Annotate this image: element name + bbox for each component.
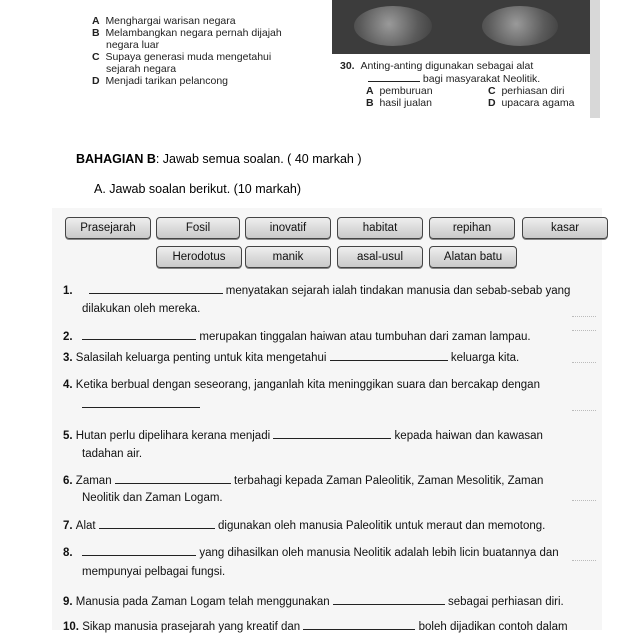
earring-photo: [332, 0, 590, 54]
section-subheading: A. Jawab soalan berikut. (10 markah): [94, 182, 302, 196]
answer-blank-2[interactable]: [82, 330, 196, 340]
option-d: D Menjadi tarikan pelancong: [92, 75, 229, 87]
answer-blank-6[interactable]: [115, 474, 231, 484]
question-8: 8. yang dihasilkan oleh manusia Neolitik adalah lebih licin buatannya dan: [63, 547, 559, 559]
question-9: 9. Manusia pada Zaman Logam telah menggunakan sebagai perhiasan diri.: [63, 596, 564, 608]
previous-options-block: [92, 15, 332, 87]
answer-blank-4[interactable]: [82, 407, 200, 408]
word-chip-inovatif: inovatif: [245, 217, 331, 239]
question-5: 5. Hutan perlu dipelihara kerana menjadi kepada haiwan dan kawasan: [63, 430, 543, 442]
option-b: B Melambangkan negara pernah dijajah: [92, 27, 282, 39]
word-chip-manik: manik: [245, 246, 331, 268]
option-c-cont: sejarah negara: [106, 63, 177, 75]
answer-blank-1[interactable]: [89, 284, 223, 294]
question-30: 30. Anting-anting digunakan sebagai alat bagi masyarakat Neolitik. A pemburuan C perhiasan diri B hasil jualan D upacara agama: [340, 60, 575, 109]
question-4: 4. Ketika berbual dengan seseorang, janganlah kita meninggikan suara dan bercakap dengan: [63, 379, 540, 391]
question-5-cont: tadahan air.: [82, 448, 143, 460]
answer-blank-9[interactable]: [333, 595, 445, 605]
question-2: 2. merupakan tinggalan haiwan atau tumbuhan dari zaman lampau.: [63, 331, 531, 343]
answer-blank-8[interactable]: [82, 546, 196, 556]
question-10: 10. Sikap manusia prasejarah yang kreatif dan boleh dijadikan contoh dalam: [63, 621, 568, 633]
word-chip-herodotus: Herodotus: [156, 246, 242, 268]
word-chip-alatan-batu: Alatan batu: [429, 246, 517, 268]
question-1-cont: dilakukan oleh mereka.: [82, 303, 201, 315]
option-c: C Supaya generasi muda mengetahui: [92, 51, 272, 63]
answer-blank-10[interactable]: [303, 620, 415, 630]
question-7: 7. Alat digunakan oleh manusia Paleolitik untuk meraut dan memotong.: [63, 520, 546, 532]
word-chip-repihan: repihan: [429, 217, 515, 239]
section-heading: BAHAGIAN B: Jawab semua soalan. ( 40 markah ): [76, 152, 362, 166]
question-6-cont: Neolitik dan Zaman Logam.: [82, 492, 223, 504]
question-6: 6. Zaman terbahagi kepada Zaman Paleolitik, Zaman Mesolitik, Zaman: [63, 475, 544, 487]
option-b-cont: negara luar: [106, 39, 160, 51]
word-chip-habitat: habitat: [337, 217, 423, 239]
question-1: 1. menyatakan sejarah ialah tindakan manusia dan sebab-sebab yang: [63, 285, 571, 297]
answer-blank-5[interactable]: [273, 429, 391, 439]
option-a: A Menghargai warisan negara: [92, 15, 236, 27]
answer-blank-7[interactable]: [99, 519, 215, 529]
word-chip-kasar: kasar: [522, 217, 608, 239]
word-chip-asal-usul: asal-usul: [337, 246, 423, 268]
word-chip-prasejarah: Prasejarah: [65, 217, 151, 239]
question-8-cont: mempunyai pelbagai fungsi.: [82, 566, 226, 578]
question-3: 3. Salasilah keluarga penting untuk kita mengetahui keluarga kita.: [63, 352, 520, 364]
word-chip-fosil: Fosil: [156, 217, 240, 239]
answer-blank-3[interactable]: [330, 351, 448, 361]
